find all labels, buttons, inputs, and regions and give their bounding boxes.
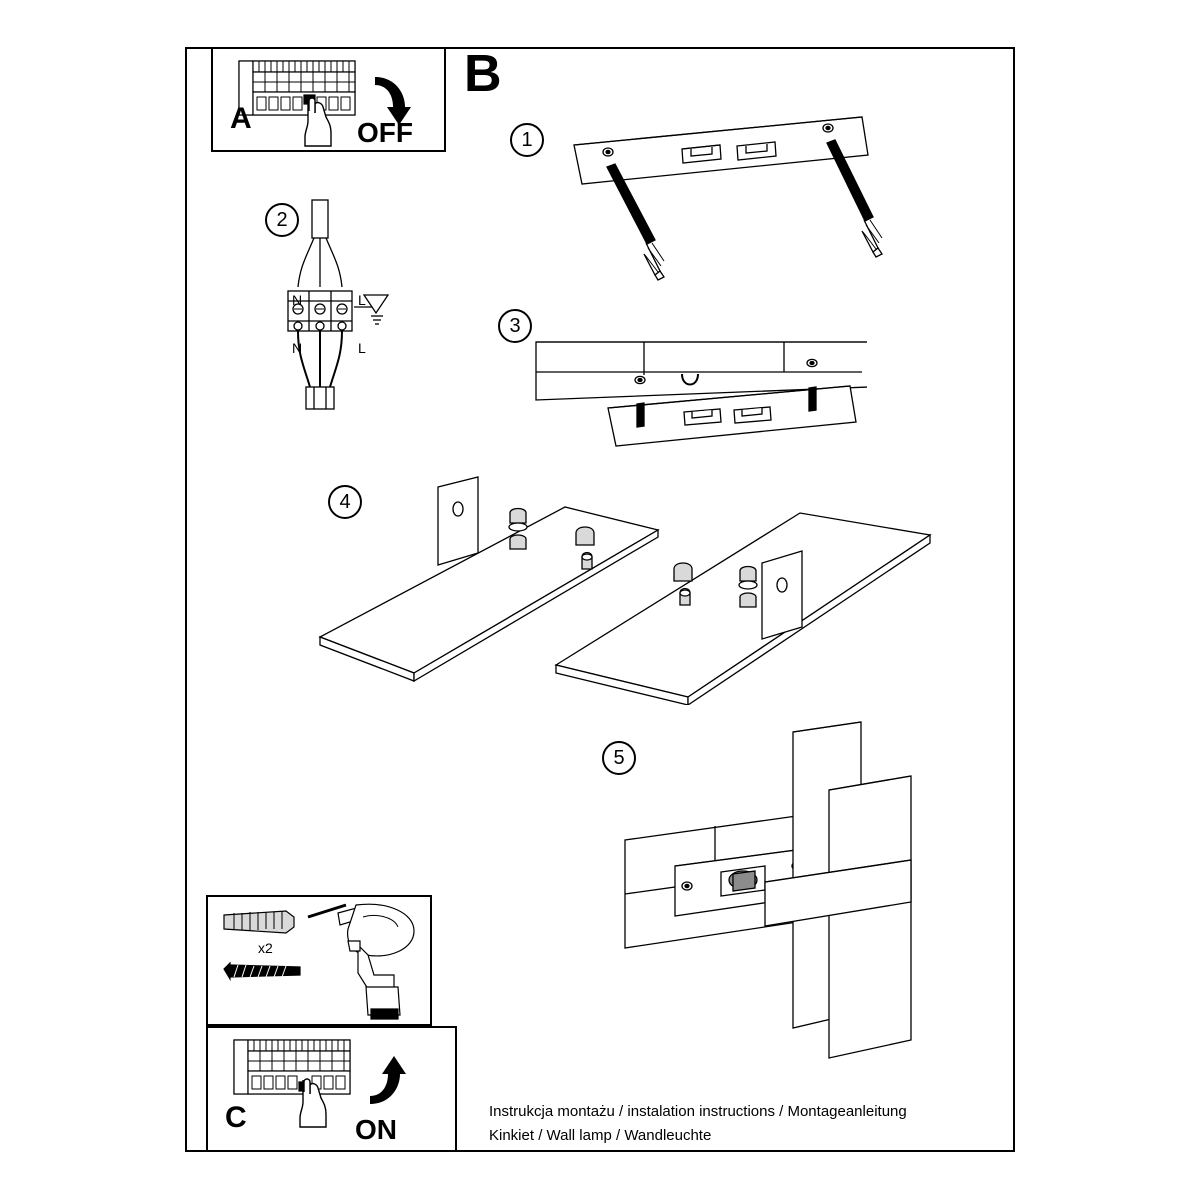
panel-c-letter: C [225, 1101, 247, 1134]
wiring-label-l-bottom: L [358, 340, 366, 356]
section-letter-b: B [464, 45, 502, 103]
footer-line-2: Kinkiet / Wall lamp / Wandleuchte [489, 1127, 712, 1144]
wiring-label-n-bottom: N [292, 340, 303, 356]
step-5-illustration [615, 720, 975, 1070]
footer-line-1: Instrukcja montażu / instalation instructions / Montageanleitung [489, 1103, 907, 1120]
panel-a-letter: A [230, 102, 252, 135]
panel-a-action-label: OFF [357, 117, 413, 148]
wiring-label-l-top: L [358, 292, 366, 308]
panel-a [211, 47, 446, 152]
step-2-illustration [276, 195, 416, 430]
step-number-2: 2 [265, 203, 299, 237]
step-3-illustration [532, 330, 867, 455]
step-1-illustration [560, 95, 900, 290]
step-number-5: 5 [602, 741, 636, 775]
tools-illustration [208, 897, 430, 1024]
panel-c-action-label: ON [355, 1114, 397, 1145]
wiring-label-n-top: N [292, 292, 303, 308]
tools-panel [206, 895, 432, 1026]
tools-quantity-label: x2 [258, 940, 273, 956]
step-4-illustration [310, 465, 960, 705]
step-number-4: 4 [328, 485, 362, 519]
step-number-1: 1 [510, 123, 544, 157]
panel-c [206, 1026, 457, 1152]
step-number-3: 3 [498, 309, 532, 343]
